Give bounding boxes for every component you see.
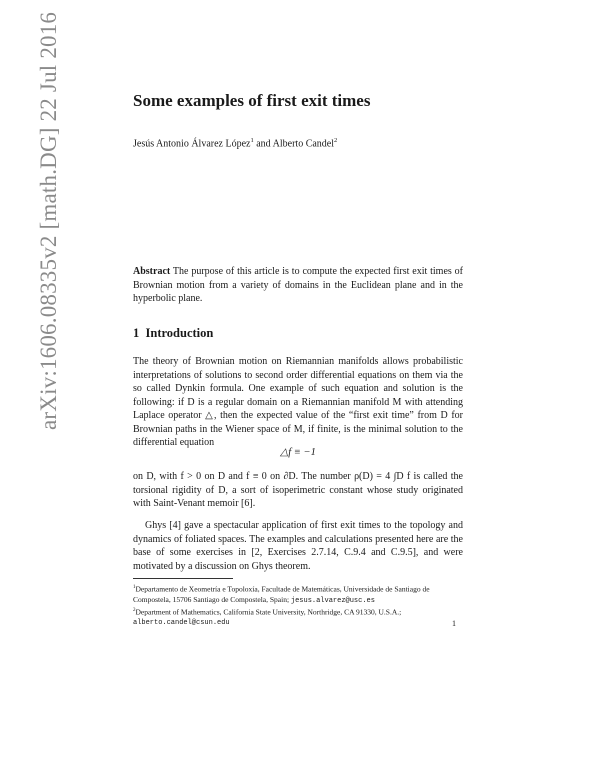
body-paragraph: Ghys [4] gave a spectacular application of first exit times to the topology and dynamics of foliated spaces. The examples and calculations presented here are the base of some exercises in [2, Exercises 2.7.14, C.9.4 and C.9.5], and were motivated by a discussion on Ghys theorem. (133, 520, 463, 572)
footnotes (133, 583, 463, 628)
abstract-text: The purpose of this article is to compute the expected first exit times of Brownian motion from a variety of domains in the Euclidean plane and in the hyperbolic plane. (133, 266, 463, 304)
section-number: 1 (133, 326, 140, 340)
footnote-text: Departamento de Xeometría e Topoloxía, Facultade de Matemáticas, Universidade de Santiago de Compostela, 15706 Santiago de Compostela, Spain; (133, 584, 430, 604)
footnote (133, 606, 463, 629)
author-line (133, 137, 337, 149)
footnote-divider (133, 578, 233, 579)
section-title: Introduction (145, 326, 214, 340)
abstract-label: Abstract (133, 266, 171, 277)
body-paragraph: on D, with f > 0 on D and f ≡ 0 on ∂D. The number ρ(D) = 4 ∫D f is called the torsional rigidity of D, a sort of isoperimetric constant whose study originated with Saint-Venant memoir [6]. (133, 471, 463, 509)
affiliation-mark: 1 (250, 137, 254, 144)
email-link[interactable]: jesus.alvarez@usc.es (290, 596, 375, 605)
author-conjunction: and (256, 138, 271, 150)
arxiv-identifier-stamp: arXiv:1606.08335v2 [math.DG] 22 Jul 2016 (36, 11, 61, 430)
author-name: Jesús Antonio Álvarez López (133, 138, 251, 150)
author-name: Alberto Candel (272, 138, 335, 150)
footnote-text: Department of Mathematics, California State University, Northridge, CA 91330, U.S.A.; (135, 607, 402, 616)
body-paragraph: The theory of Brownian motion on Riemannian manifolds allows probabilistic interpretations of solutions to second order differential equations on them via the so called Dynkin formula. One example of such equation and solution is the following: if D is a regular domain on a Riemannian manifold M with attending Laplace operator △, then the expected value of the “first exit time” from D for Brownian paths in the Wiener space of M, if finite, is the minimal solution to the differential equation (133, 356, 463, 448)
affiliation-mark: 2 (334, 137, 338, 144)
footnote-mark: 2 (133, 607, 136, 613)
footnote-mark: 1 (133, 585, 136, 590)
section-heading (133, 326, 213, 341)
display-equation: △f ≡ −1 (280, 447, 316, 458)
abstract (133, 265, 463, 306)
footnote (133, 583, 463, 606)
paper-title: Some examples of first exit times (133, 91, 371, 110)
email-link[interactable]: alberto.candel@csun.edu (133, 619, 230, 627)
page-number: 1 (452, 619, 456, 628)
